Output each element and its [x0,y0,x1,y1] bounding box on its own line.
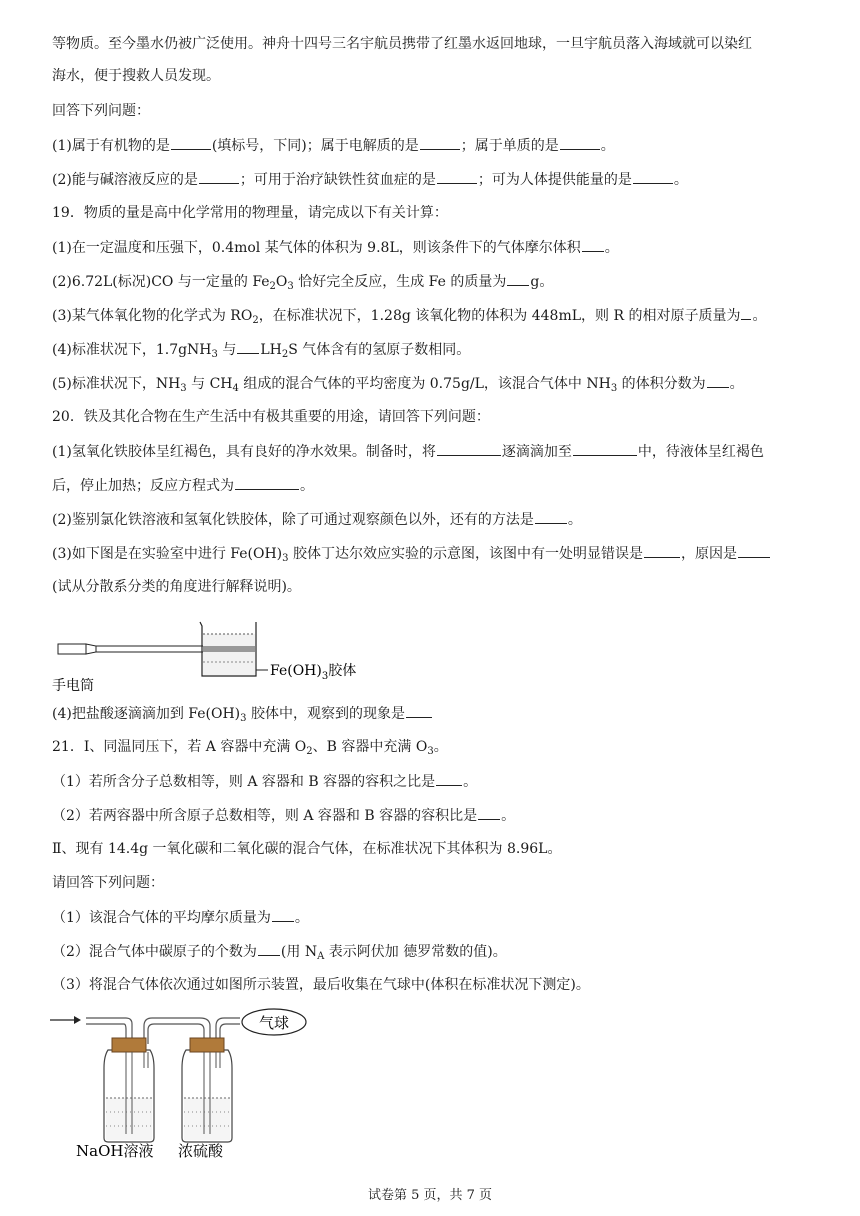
tyndall-diagram [50,612,357,694]
answer-blank [237,339,259,354]
balloon-label: 气球 [258,1014,290,1032]
answer-blank [272,907,294,922]
answer-blank [633,169,673,184]
question-1: (1)属于有机物的是 (填标号，下同)；属于电解质的是 ；属于单质的是 。 [52,135,822,155]
answer-blank [437,169,477,184]
paragraph-text: 回答下列问题： [52,103,150,119]
answer-blank [199,169,239,184]
question-21-i-1: （1）若所含分子总数相等，则 A 容器和 B 容器的容积之比是 。 [52,771,822,791]
colloid-label: $Fe(OH)_3$胶体 [270,663,357,682]
flashlight-label: 手电筒 [52,678,94,694]
answer-blank [437,441,501,456]
question-2: (2)能与碱溶液反应的是 ；可用于治疗缺铁性贫血症的是 ；可为人体提供能量的是 。 [52,169,822,189]
answer-blank [644,543,680,558]
answer-blank [582,237,604,252]
question-19-5: (5)标准状况下，$NH_3$ 与 $CH_4$ 组成的混合气体的平均密度为 0.75g/L，该混合气体中 $NH_3$ 的体积分数为 。 [52,373,822,393]
question-19-4: (4)标准状况下，1.7gNH$_3$ 与 $LH_2S$ 气体含有的氢原子数相同。 [52,339,822,359]
question-19-2: (2)6.72L(标况)CO 与一定量的 $Fe_2O_3$ 恰好完全反应，生成 Fe 的质量为 g。 [52,271,822,291]
question-21-prompt: 请回答下列问题： [52,875,164,891]
question-21-i-2: （2）若两容器中所含原子总数相等，则 A 容器和 B 容器的容积比是 。 [52,805,822,825]
answer-blank [560,135,600,150]
acid-label: 浓硫酸 [178,1142,224,1160]
question-20-4: (4)把盐酸逐滴滴加到 $Fe(OH)_3$ 胶体中，观察到的现象是 [52,703,822,723]
naoh-label: NaOH溶液 [76,1142,154,1160]
question-20-title: 20．铁及其化合物在生产生活中有极其重要的用途，请回答下列问题： [52,409,490,425]
answer-blank [741,305,751,320]
question-20-1: (1)氢氧化铁胶体呈红褐色，具有良好的净水效果。制备时，将 逐滴滴加至 中，待液体呈红褐色 [52,441,822,461]
question-19-1: (1)在一定温度和压强下，0.4mol 某气体的体积为 9.8L，则该条件下的气体摩尔体积 。 [52,237,822,257]
apparatus-diagram [48,1008,318,1158]
question-20-3: (3)如下图是在实验室中进行 $Fe(OH)_3$ 胶体丁达尔效应实验的示意图，该图中有一处明显错误是 ，原因是 [52,543,822,563]
answer-blank [436,771,462,786]
acid-bottle-icon [182,1038,232,1142]
flashlight-icon [58,644,96,654]
paragraph-text: 海水，便于搜救人员发现。 [52,68,220,84]
question-21-title: 21．Ⅰ、同温同压下，若 A 容器中充满 $O_2$、B 容器中充满 $O_3$。 [52,739,448,757]
question-20-1-cont: 后，停止加热；反应方程式为 。 [52,475,822,495]
question-21-ii-1: （1）该混合气体的平均摩尔质量为 。 [52,907,822,927]
page-footer: 试卷第 5 页，共 7 页 [367,1188,493,1203]
answer-blank [707,373,729,388]
answer-blank [738,543,770,558]
question-20-3-cont: (试从分散系分类的角度进行解释说明)。 [52,579,301,595]
answer-blank [573,441,637,456]
question-19-title: 19．物质的量是高中化学常用的物理量，请完成以下有关计算： [52,205,448,221]
beaker-icon [200,622,268,676]
light-beam [96,646,216,652]
text-line [52,101,822,121]
answer-blank [235,475,299,490]
answer-blank [171,135,211,150]
question-21-ii-2: （2）混合气体中碳原子的个数为 (用 $N_A$ 表示阿伏加 德罗常数的值)。 [52,941,822,961]
question-19-3: (3)某气体氧化物的化学式为 $RO_2$，在标准状况下，1.28g 该氧化物的体积为 448mL，则 R 的相对原子质量为 。 [52,305,822,325]
naoh-bottle-icon [104,1038,154,1142]
text-line [52,66,822,86]
question-21-ii: Ⅱ、现有 14.4g 一氧化碳和二氧化碳的混合气体，在标准状况下其体积为 8.96L。 [52,841,562,857]
answer-blank [406,703,432,718]
answer-blank [258,941,280,956]
answer-blank [535,509,567,524]
question-21-ii-3: （3）将混合气体依次通过如图所示装置，最后收集在气球中(体积在标准状况下测定)。 [52,977,590,993]
answer-blank [478,805,500,820]
answer-blank [507,271,529,286]
paragraph-text: 等物质。至今墨水仍被广泛使用。神舟十四号三名宇航员携带了红墨水返回地球，一旦宇航员落入海域就可以染红 [52,36,752,52]
question-20-2: (2)鉴别氯化铁溶液和氢氧化铁胶体，除了可通过观察颜色以外，还有的方法是 。 [52,509,822,529]
arrow-icon [50,1016,81,1024]
answer-blank [420,135,460,150]
text-line [52,34,822,54]
